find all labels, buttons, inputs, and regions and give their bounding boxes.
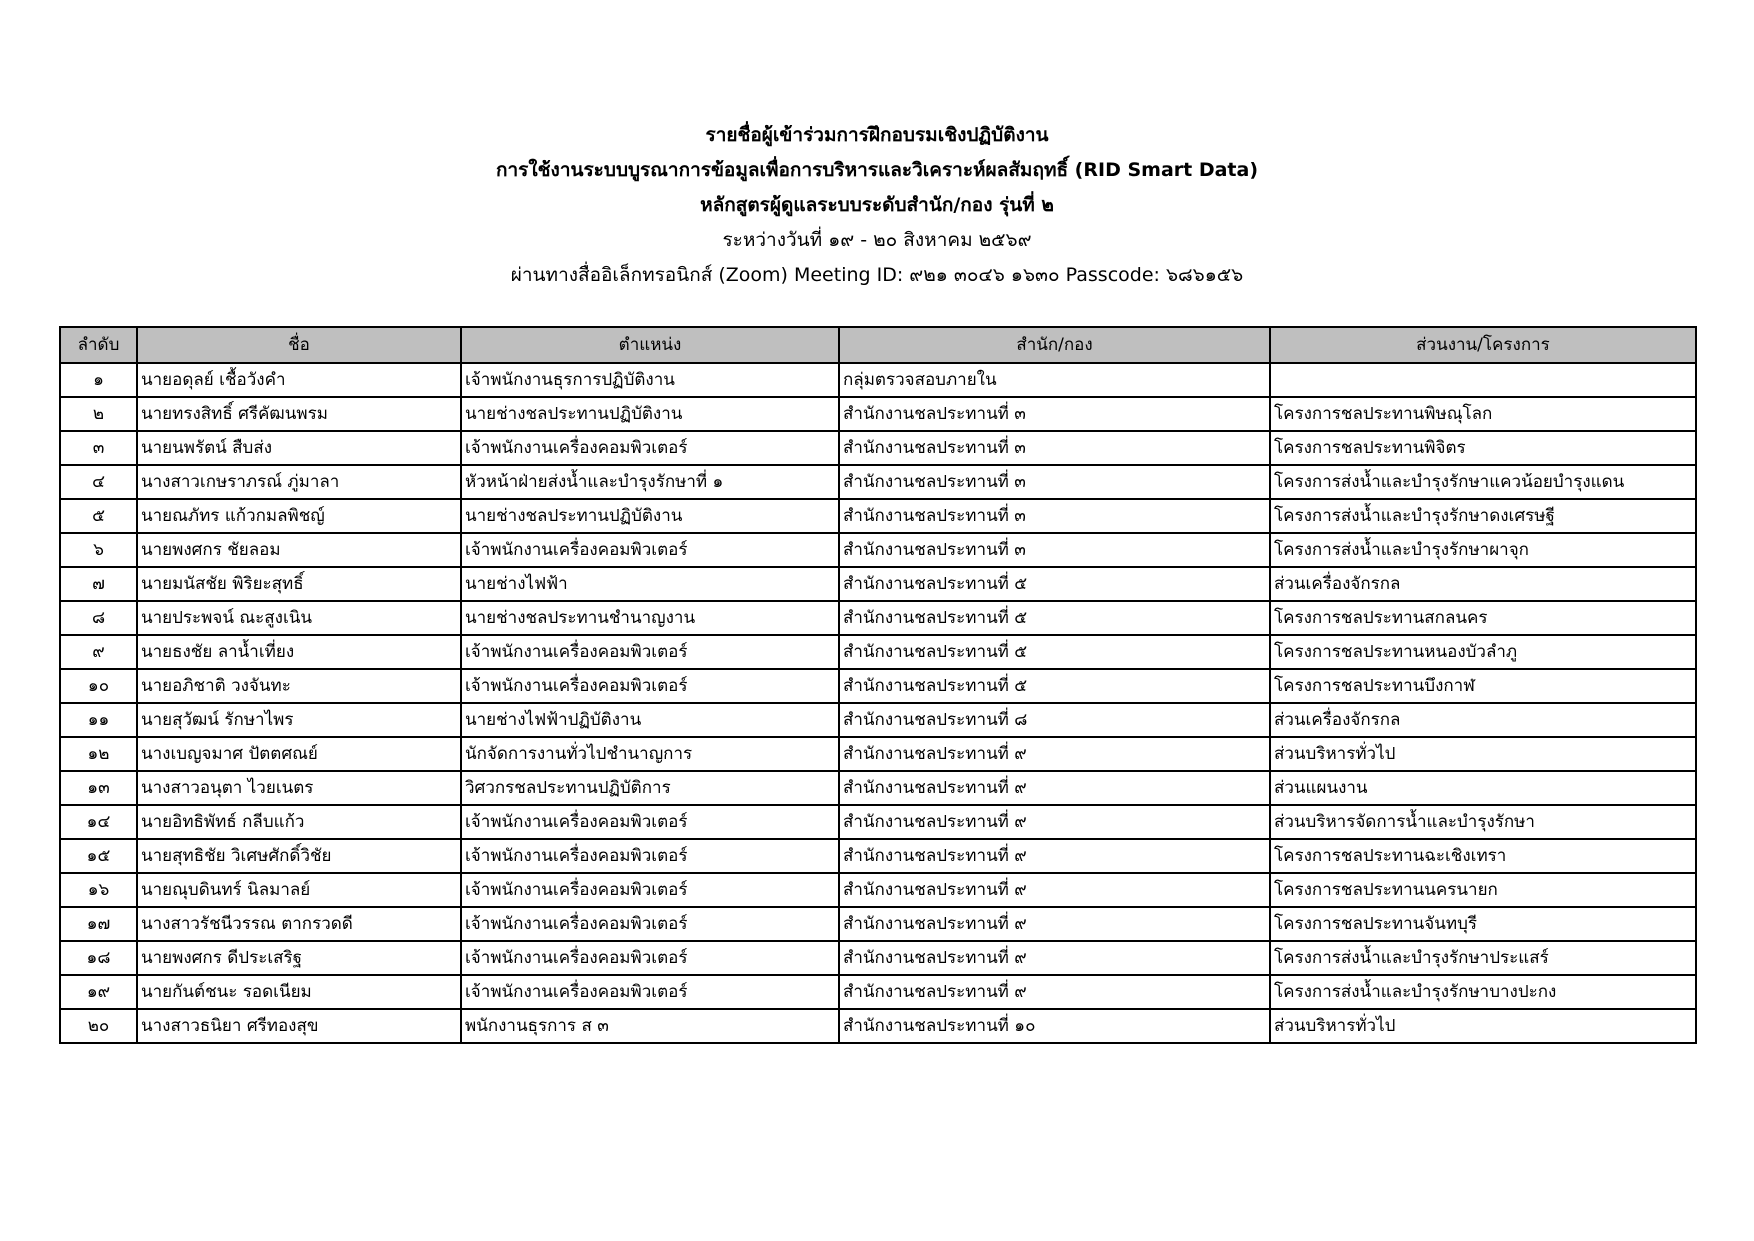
cell-position: นายช่างชลประทานปฏิบัติงาน bbox=[461, 397, 839, 431]
table-row bbox=[60, 601, 1696, 635]
cell-number: ๔ bbox=[60, 465, 137, 499]
table-row bbox=[60, 431, 1696, 465]
column-header-name: ชื่อ bbox=[137, 327, 461, 363]
table-row bbox=[60, 941, 1696, 975]
cell-name: นายนพรัตน์ สืบส่ง bbox=[137, 431, 461, 465]
cell-section: ส่วนบริหารจัดการน้ำและบำรุงรักษา bbox=[1270, 805, 1696, 839]
cell-office: สำนักงานชลประทานที่ ๓ bbox=[839, 465, 1270, 499]
table-row bbox=[60, 839, 1696, 873]
cell-office: สำนักงานชลประทานที่ ๓ bbox=[839, 499, 1270, 533]
cell-position: เจ้าพนักงานเครื่องคอมพิวเตอร์ bbox=[461, 839, 839, 873]
table-row bbox=[60, 567, 1696, 601]
cell-number: ๕ bbox=[60, 499, 137, 533]
table-row bbox=[60, 397, 1696, 431]
cell-name: นายอดุลย์ เชื้อวังคำ bbox=[137, 363, 461, 397]
cell-office: สำนักงานชลประทานที่ ๑๐ bbox=[839, 1009, 1270, 1043]
cell-number: ๘ bbox=[60, 601, 137, 635]
cell-position: เจ้าพนักงานธุรการปฏิบัติงาน bbox=[461, 363, 839, 397]
column-header-office: สำนัก/กอง bbox=[839, 327, 1270, 363]
cell-name: นายกันต์ชนะ รอดเนียม bbox=[137, 975, 461, 1009]
participant-table bbox=[59, 326, 1697, 1044]
cell-name: นายประพจน์ ณะสูงเนิน bbox=[137, 601, 461, 635]
cell-office: สำนักงานชลประทานที่ ๙ bbox=[839, 839, 1270, 873]
cell-office: สำนักงานชลประทานที่ ๕ bbox=[839, 635, 1270, 669]
cell-office: สำนักงานชลประทานที่ ๕ bbox=[839, 567, 1270, 601]
cell-name: นางเบญจมาศ ปัตตศณย์ bbox=[137, 737, 461, 771]
meeting-info-line: ผ่านทางสื่ออิเล็กทรอนิกส์ (Zoom) Meeting ID: ๙๒๑ ๓๐๔๖ ๑๖๓๐ Passcode: ๖๘๖๑๕๖ bbox=[510, 264, 1244, 286]
cell-position: นายช่างชลประทานชำนาญงาน bbox=[461, 601, 839, 635]
cell-name: นายพงศกร ชัยลอม bbox=[137, 533, 461, 567]
cell-section: โครงการส่งน้ำและบำรุงรักษาประแสร์ bbox=[1270, 941, 1696, 975]
cell-section: โครงการส่งน้ำและบำรุงรักษาบางปะกง bbox=[1270, 975, 1696, 1009]
cell-office: สำนักงานชลประทานที่ ๙ bbox=[839, 873, 1270, 907]
cell-number: ๑๖ bbox=[60, 873, 137, 907]
cell-section: โครงการชลประทานสกลนคร bbox=[1270, 601, 1696, 635]
column-header-section: ส่วนงาน/โครงการ bbox=[1270, 327, 1696, 363]
table-row bbox=[60, 499, 1696, 533]
table-row bbox=[60, 703, 1696, 737]
cell-position: นายช่างไฟฟ้า bbox=[461, 567, 839, 601]
cell-position: เจ้าพนักงานเครื่องคอมพิวเตอร์ bbox=[461, 635, 839, 669]
cell-position: วิศวกรชลประทานปฏิบัติการ bbox=[461, 771, 839, 805]
cell-number: ๑๐ bbox=[60, 669, 137, 703]
cell-name: นายพงศกร ดีประเสริฐ bbox=[137, 941, 461, 975]
cell-office: สำนักงานชลประทานที่ ๙ bbox=[839, 737, 1270, 771]
cell-section: ส่วนเครื่องจักรกล bbox=[1270, 703, 1696, 737]
cell-position: พนักงานธุรการ ส ๓ bbox=[461, 1009, 839, 1043]
document-header bbox=[0, 118, 1754, 293]
cell-name: นายอิทธิพัทธ์ กลีบแก้ว bbox=[137, 805, 461, 839]
cell-number: ๑๗ bbox=[60, 907, 137, 941]
cell-number: ๑ bbox=[60, 363, 137, 397]
cell-section: ส่วนบริหารทั่วไป bbox=[1270, 1009, 1696, 1043]
cell-office: สำนักงานชลประทานที่ ๕ bbox=[839, 669, 1270, 703]
cell-position: เจ้าพนักงานเครื่องคอมพิวเตอร์ bbox=[461, 907, 839, 941]
cell-position: เจ้าพนักงานเครื่องคอมพิวเตอร์ bbox=[461, 669, 839, 703]
cell-number: ๒๐ bbox=[60, 1009, 137, 1043]
cell-office: สำนักงานชลประทานที่ ๙ bbox=[839, 941, 1270, 975]
date-line: ระหว่างวันที่ ๑๙ - ๒๐ สิงหาคม ๒๕๖๙ bbox=[722, 229, 1032, 251]
cell-section: โครงการชลประทานฉะเชิงเทรา bbox=[1270, 839, 1696, 873]
title-line-2: การใช้งานระบบบูรณาการข้อมูลเพื่อการบริหารและวิเคราะห์ผลสัมฤทธิ์ (RID Smart Data) bbox=[495, 159, 1259, 181]
cell-name: นางสาวอนุตา ไวยเนตร bbox=[137, 771, 461, 805]
cell-position: เจ้าพนักงานเครื่องคอมพิวเตอร์ bbox=[461, 805, 839, 839]
table-row bbox=[60, 465, 1696, 499]
table-row bbox=[60, 873, 1696, 907]
table-header-row bbox=[60, 327, 1696, 363]
cell-name: นายอภิชาติ วงจันทะ bbox=[137, 669, 461, 703]
cell-name: นายสุทธิชัย วิเศษศักดิ์วิชัย bbox=[137, 839, 461, 873]
cell-position: เจ้าพนักงานเครื่องคอมพิวเตอร์ bbox=[461, 941, 839, 975]
cell-section: โครงการชลประทานบึงกาฬ bbox=[1270, 669, 1696, 703]
table-row bbox=[60, 771, 1696, 805]
cell-name: นางสาวเกษราภรณ์ ภู่มาลา bbox=[137, 465, 461, 499]
cell-position: เจ้าพนักงานเครื่องคอมพิวเตอร์ bbox=[461, 431, 839, 465]
cell-office: สำนักงานชลประทานที่ ๓ bbox=[839, 431, 1270, 465]
table-row bbox=[60, 669, 1696, 703]
cell-office: สำนักงานชลประทานที่ ๙ bbox=[839, 805, 1270, 839]
column-header-position: ตำแหน่ง bbox=[461, 327, 839, 363]
cell-name: นางสาวรัชนีวรรณ ตากรวดดี bbox=[137, 907, 461, 941]
cell-section: ส่วนบริหารทั่วไป bbox=[1270, 737, 1696, 771]
cell-name: นางสาวธนิยา ศรีทองสุข bbox=[137, 1009, 461, 1043]
table-body bbox=[60, 363, 1696, 1043]
cell-number: ๑๘ bbox=[60, 941, 137, 975]
table-row bbox=[60, 975, 1696, 1009]
cell-section: โครงการส่งน้ำและบำรุงรักษาแควน้อยบำรุงแดน bbox=[1270, 465, 1696, 499]
table-row bbox=[60, 907, 1696, 941]
title-line-3: หลักสูตรผู้ดูแลระบบระดับสำนัก/กอง รุ่นที่ ๒ bbox=[700, 194, 1054, 216]
cell-section: โครงการชลประทานหนองบัวลำภู bbox=[1270, 635, 1696, 669]
cell-section: โครงการส่งน้ำและบำรุงรักษาผาจุก bbox=[1270, 533, 1696, 567]
table-row bbox=[60, 635, 1696, 669]
cell-office: สำนักงานชลประทานที่ ๙ bbox=[839, 771, 1270, 805]
cell-position: หัวหน้าฝ่ายส่งน้ำและบำรุงรักษาที่ ๑ bbox=[461, 465, 839, 499]
cell-number: ๗ bbox=[60, 567, 137, 601]
cell-office: กลุ่มตรวจสอบภายใน bbox=[839, 363, 1270, 397]
cell-name: นายธงชัย ลาน้ำเที่ยง bbox=[137, 635, 461, 669]
cell-section: โครงการชลประทานพิจิตร bbox=[1270, 431, 1696, 465]
cell-name: นายณภัทร แก้วกมลพิชญ์ bbox=[137, 499, 461, 533]
cell-position: เจ้าพนักงานเครื่องคอมพิวเตอร์ bbox=[461, 873, 839, 907]
cell-number: ๑๑ bbox=[60, 703, 137, 737]
cell-number: ๒ bbox=[60, 397, 137, 431]
cell-name: นายมนัสชัย พิริยะสุทธิ์ bbox=[137, 567, 461, 601]
cell-number: ๑๙ bbox=[60, 975, 137, 1009]
cell-position: เจ้าพนักงานเครื่องคอมพิวเตอร์ bbox=[461, 975, 839, 1009]
cell-position: นักจัดการงานทั่วไปชำนาญการ bbox=[461, 737, 839, 771]
cell-name: นายสุวัฒน์ รักษาไพร bbox=[137, 703, 461, 737]
cell-section: โครงการส่งน้ำและบำรุงรักษาดงเศรษฐี bbox=[1270, 499, 1696, 533]
column-header-number: ลำดับ bbox=[60, 327, 137, 363]
cell-number: ๙ bbox=[60, 635, 137, 669]
cell-office: สำนักงานชลประทานที่ ๓ bbox=[839, 397, 1270, 431]
cell-office: สำนักงานชลประทานที่ ๙ bbox=[839, 907, 1270, 941]
cell-office: สำนักงานชลประทานที่ ๓ bbox=[839, 533, 1270, 567]
table-row bbox=[60, 805, 1696, 839]
cell-name: นายณุบดินทร์ นิลมาลย์ bbox=[137, 873, 461, 907]
cell-number: ๑๓ bbox=[60, 771, 137, 805]
cell-section: โครงการชลประทานนครนายก bbox=[1270, 873, 1696, 907]
cell-office: สำนักงานชลประทานที่ ๙ bbox=[839, 975, 1270, 1009]
table-row bbox=[60, 363, 1696, 397]
cell-section bbox=[1270, 363, 1696, 397]
cell-position: นายช่างไฟฟ้าปฏิบัติงาน bbox=[461, 703, 839, 737]
cell-number: ๑๕ bbox=[60, 839, 137, 873]
cell-office: สำนักงานชลประทานที่ ๘ bbox=[839, 703, 1270, 737]
cell-name: นายทรงสิทธิ์ ศรีคัฒนพรม bbox=[137, 397, 461, 431]
cell-section: ส่วนแผนงาน bbox=[1270, 771, 1696, 805]
cell-position: เจ้าพนักงานเครื่องคอมพิวเตอร์ bbox=[461, 533, 839, 567]
cell-section: โครงการชลประทานพิษณุโลก bbox=[1270, 397, 1696, 431]
cell-number: ๓ bbox=[60, 431, 137, 465]
cell-number: ๑๔ bbox=[60, 805, 137, 839]
cell-section: โครงการชลประทานจันทบุรี bbox=[1270, 907, 1696, 941]
title-line-1: รายชื่อผู้เข้าร่วมการฝึกอบรมเชิงปฏิบัติงาน bbox=[705, 124, 1049, 146]
cell-office: สำนักงานชลประทานที่ ๕ bbox=[839, 601, 1270, 635]
cell-number: ๑๒ bbox=[60, 737, 137, 771]
cell-position: นายช่างชลประทานปฏิบัติงาน bbox=[461, 499, 839, 533]
cell-section: ส่วนเครื่องจักรกล bbox=[1270, 567, 1696, 601]
table-row bbox=[60, 737, 1696, 771]
table-row bbox=[60, 1009, 1696, 1043]
cell-number: ๖ bbox=[60, 533, 137, 567]
table-row bbox=[60, 533, 1696, 567]
